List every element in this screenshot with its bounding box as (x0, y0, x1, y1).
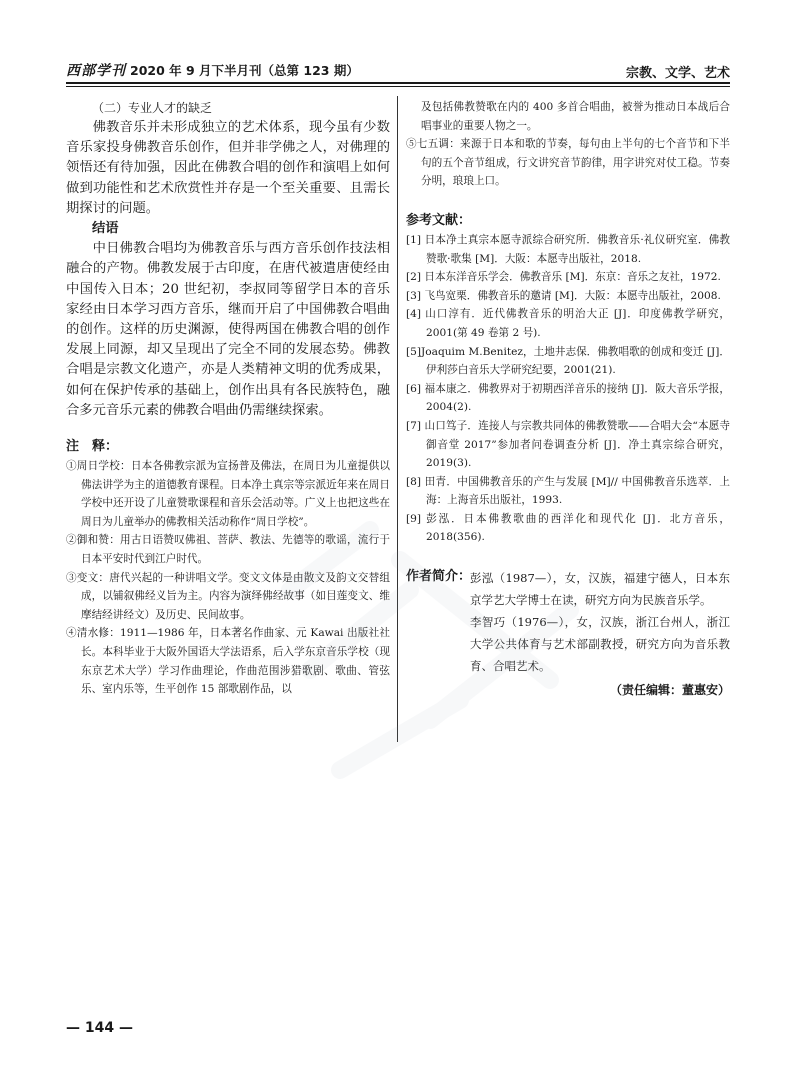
note-item: ⑤七五调：来源于日本和歌的节奏，每句由上半句的七个音节和下半句的五个音节组成，行文讲究音节韵律，用字讲究对仗工稳。节奏分明，琅琅上口。 (406, 138, 730, 188)
column-divider (397, 96, 398, 742)
author-info (406, 567, 730, 677)
reference-item: [9] 彭泓．日本佛教歌曲的西洋化和现代化 [J]．北方音乐，2018(356). (406, 512, 730, 544)
author-bio: 李智巧（1976—），女，汉族，浙江台州人，浙江大学公共体育与艺术部副教授，研究方向为音乐教育、合唱艺术。 (470, 615, 730, 674)
reference-item: [5]Joaquim M.Benitez，土地井志保．佛教唱歌的创成和变迁 [J]．伊利莎白音乐大学研究纪要，2001(21). (406, 345, 730, 377)
journal-issue: 2020 年 9 月下半月刊（总第 123 期） (130, 63, 359, 78)
note-item: ③变文：唐代兴起的一种讲唱文学。变文文体是由散文及韵文交替组成，以铺叙佛经义旨为主。内容为演绎佛经故事（如目莲变文、维摩结经讲经文）及历史、民间故事。 (66, 571, 390, 621)
reference-item: [6] 福本康之．佛教界对于初期西洋音乐的接纳 [J]．阪大音乐学报，2004(2). (406, 382, 730, 414)
note-item: 及包括佛教赞歌在内的 400 多首合唱曲，被誉为推动日本战后合唱事业的重要人物之一。 (421, 101, 730, 132)
left-column (66, 98, 390, 699)
note-item: ①周日学校：日本各佛教宗派为宣扬普及佛法，在周日为儿童提供以佛法讲学为主的道德教育课程。日本净土真宗等宗派近年来在周日学校中还开设了儿童赞歌课程和音乐会活动等。广义上也把这些在周日为儿童举办的佛教相关活动称作“周日学校”。 (66, 460, 390, 528)
references-title: 参考文献： (406, 212, 472, 228)
paragraph: 佛教音乐并未形成独立的艺术体系，现今虽有少数音乐家投身佛教音乐创作，但并非学佛之人，对佛理的领悟还有待加强，因此在佛教合唱的创作和演唱上如何做到功能性和艺术欣赏性并存是一个至关重要、且需长期探讨的问题。 (66, 120, 390, 216)
note-item: ②御和赞：用古日语赞叹佛祖、菩萨、教法、先德等的歌谣，流行于日本平安时代到江户时代。 (66, 534, 390, 566)
author-label: 作者简介： (406, 569, 472, 585)
reference-item: [1] 日本净土真宗本愿寺派综合研究所．佛教音乐·礼仪研究室．佛教赞歌·歌集 [M]．大阪：本愿寺出版社，2018. (406, 233, 730, 265)
page-number: — 144 — (66, 1020, 133, 1036)
reference-item: [4] 山口淳有．近代佛教音乐的明治大正 [J]．印度佛教学研究，2001(第 49 卷第 2 号). (406, 308, 730, 339)
responsible-editor: （责任编辑：董惠安） (609, 683, 730, 698)
notes-continued (406, 98, 730, 191)
reference-item: [8] 田青．中国佛教音乐的产生与发展 [M]// 中国佛教音乐选萃．上海：上海音乐出版社，1993. (406, 475, 730, 507)
reference-item: [3] 飞鸟宽栗．佛教音乐的邀请 [M]．大阪：本愿寺出版社，2008. (406, 289, 721, 302)
reference-item: [7] 山口笃子．连接人与宗教共同体的佛教赞歌——合唱大会“本愿寺御音堂 2017”参加者问卷调查分析 [J]．净土真宗综合研究，2019(3). (406, 419, 730, 470)
page-header (66, 58, 730, 82)
author-bio: 彭泓（1987—），女，汉族，福建宁德人，日本东京学艺大学博士在读，研究方向为民族音乐学。 (470, 571, 730, 608)
header-rule-thin (66, 86, 730, 87)
conclusion-heading: 结语 (92, 221, 119, 237)
reference-item: [2] 日本东洋音乐学会．佛教音乐 [M]．东京：音乐之友社，1972. (406, 271, 721, 284)
notes-title: 注 释： (66, 439, 119, 455)
journal-logo: 西部学刊 (66, 63, 126, 79)
header-rule (66, 82, 730, 84)
note-item: ④清水修：1911—1986 年，日本著名作曲家、元 Kawai 出版社社长。本科毕业于大阪外国语大学法语系，后入学东京音乐学校（现东京艺术大学）学习作曲理论，作曲范围涉猎歌剧、歌曲、管弦乐、室内乐等，生平创作 15 部歌剧作品，以 (66, 627, 390, 696)
right-column (406, 98, 730, 698)
section-name: 宗教、文学、艺术 (625, 66, 730, 81)
paragraph: 中日佛教合唱均为佛教音乐与西方音乐创作技法相融合的产物。佛教发展于古印度，在唐代被遣唐使经由中国传入日本；20 世纪初，李叔同等留学日本的音乐家经由日本学习西方音乐，继而开启了中国佛教合唱曲的创作。这样的历史渊源，使得两国在佛教合唱的创作发展上同源，却又呈现出了完全不同的发展态势。佛教合唱是宗教文化遗产，亦是人类精神文明的优秀成果，如何在保护传承的基础上，创作出具有各民族特色，融合多元音乐元素的佛教合唱曲仍需继续探索。 (66, 241, 390, 418)
section-subheading: （二）专业人才的缺乏 (92, 101, 213, 115)
